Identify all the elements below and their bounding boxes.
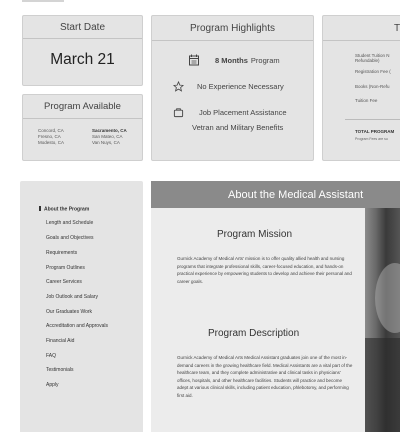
briefcase-icon [172,106,184,118]
location-item: Concord, CA [38,128,64,133]
program-highlights-title: Program Highlights [152,16,313,41]
photo-highlight [375,263,400,333]
highlight-duration [152,53,313,67]
top-tab-fragment [22,0,64,2]
sidebar-item-faq[interactable]: FAQ [46,353,57,359]
program-mission-text: Gurnick Academy of Medical Arts' mission is to offer quality allied health and nursing programs that integrate professional skills, career-focused education, and hands-on practical experience by empowering students to develop and achieve their personal and career goals. [177,256,352,284]
sidebar-item-apply[interactable]: Apply [46,382,59,388]
sidebar-item-goals-objectives[interactable]: Goals and Objectives [46,235,94,241]
program-description-text: Gurnick Academy of Medical Arts Medical Assistant graduates join one of the most in-demand careers in the growing healthcare field. Medical Assistants are a vital part of the healthcare team, and they complete administrative and clinical tasks in physicians' offices, hospitals, and other healthcare facilities. Students will practice and become adept at various clinical skills, including patient education, phlebotomy, and performing first aid. [177,355,353,398]
tuition-row: Student Tuition N [355,53,390,58]
program-description-title: Program Description [208,328,300,339]
veteran-label: Vetran and Military Benefits [192,122,284,132]
sidebar-item-accreditation[interactable]: Accreditation and Approvals [46,323,108,329]
start-date-title: Start Date [23,16,142,39]
star-icon [172,80,184,92]
tuition-title: T [323,16,400,41]
locations-column-1 [38,128,86,147]
program-available-card [22,94,143,161]
sidebar-item-career-services[interactable]: Career Services [46,279,82,285]
photo-shadow [365,338,400,432]
calendar-icon [188,54,200,66]
location-item: San Mateo, CA [92,134,123,140]
job-placement-label: Job Placement Assistance [199,107,287,117]
active-indicator [39,206,41,211]
locations-list [23,119,142,147]
program-available-title: Program Available [23,95,142,119]
program-highlights-card [151,15,314,161]
duration-rest: Program [250,55,280,65]
tuition-total: TOTAL PROGRAM [355,129,395,135]
tuition-divider [345,119,400,120]
highlight-no-experience [152,79,313,93]
sidebar-item-job-outlook[interactable]: Job Outlook and Salary [46,294,98,300]
locations-column-2 [92,128,140,147]
sidebar-item-length-schedule[interactable]: Length and Schedule [46,220,94,226]
location-item: Modesto, CA [38,140,65,146]
tuition-card [322,15,400,161]
program-sidebar-nav [20,181,143,432]
sidebar-item-graduates-work[interactable]: Our Graduates Work [46,309,93,315]
highlight-veteran [152,120,313,134]
sidebar-item-financial-aid[interactable]: Financial Aid [46,338,75,344]
tuition-row: Tuition Fee [355,97,378,103]
tuition-row: Books (Non-Refu [355,83,390,89]
start-date-card [22,15,143,86]
highlight-job-placement [152,105,313,119]
start-date-value: March 21 [50,51,115,68]
sidebar-item-about-program[interactable] [39,206,89,212]
duration-bold: 8 Months [215,55,248,65]
sidebar-item-label: About the Program [44,206,90,213]
sidebar-item-requirements[interactable]: Requirements [46,250,78,256]
no-experience-label: No Experience Necessary [197,81,284,91]
sidebar-item-testimonials[interactable]: Testimonials [46,367,74,373]
about-section-header: About the Medical Assistant [151,181,400,208]
sidebar-item-program-outlines[interactable]: Program Outlines [46,265,85,271]
tuition-row: Refundable) [355,58,380,64]
about-content-panel [151,208,365,432]
location-item: Sacramento, CA [92,128,127,133]
tuition-note: Program Fees are su [355,137,388,142]
location-item: Van Nuys, CA [92,140,120,146]
tuition-row: Registration Fee ( [355,69,391,75]
location-item: Fresno, CA [38,134,61,140]
medical-assistant-photo [365,208,400,432]
program-mission-title: Program Mission [217,229,293,240]
